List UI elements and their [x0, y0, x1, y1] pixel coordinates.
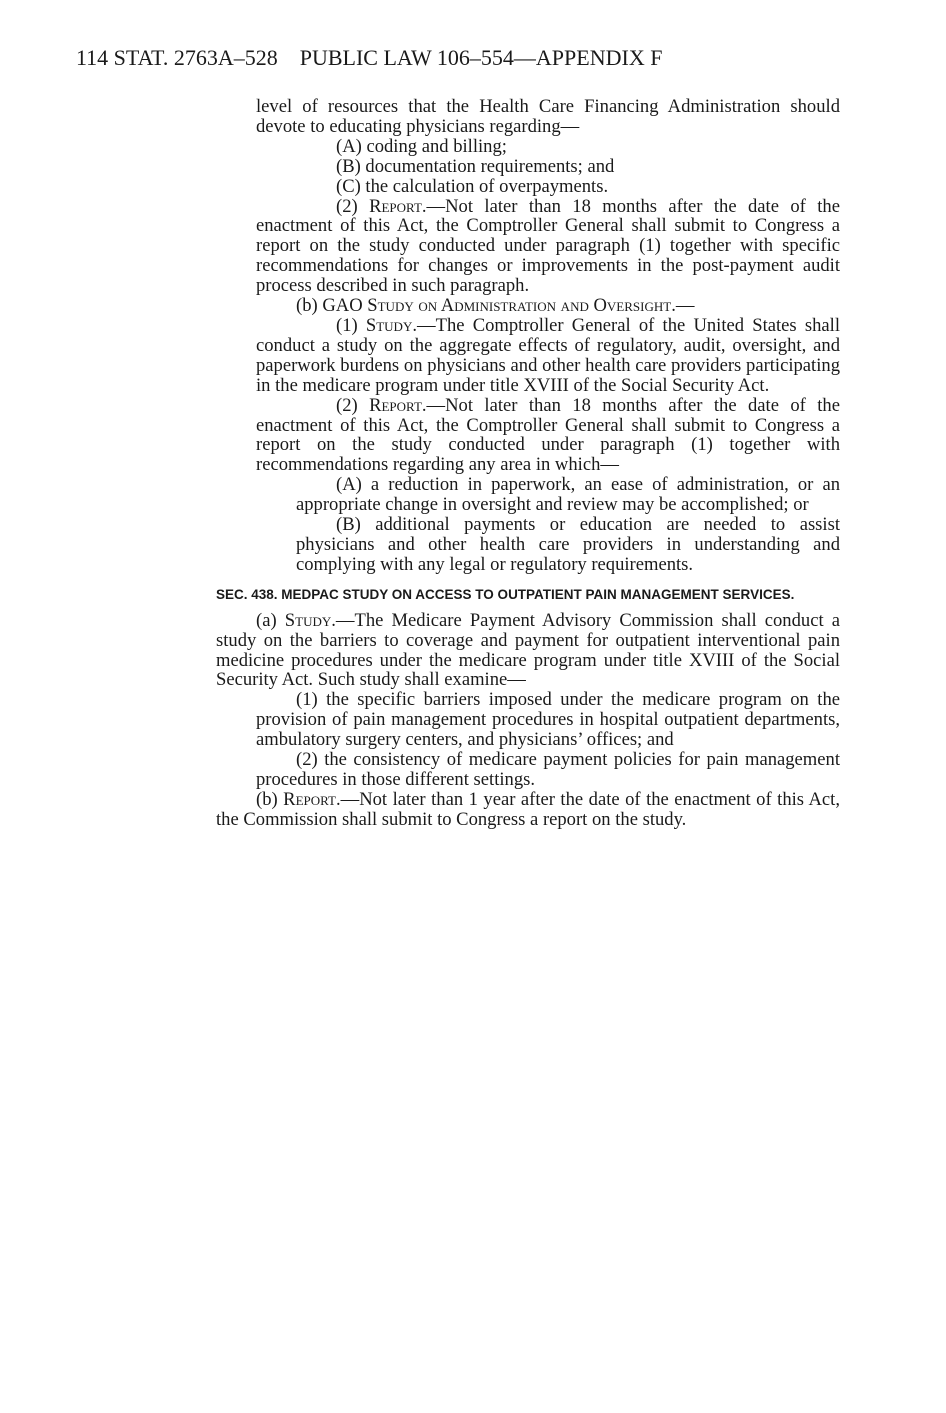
- paragraph-1-study: (1) Study.—The Comptroller General of the United States shall conduct a study on the aggregate effects of regulatory, audit, oversight, and paperwork burdens on physicians and other health care providers participating in the medicare program under title XVIII of the Social Security Act.: [256, 314, 840, 396]
- paragraph-1-barriers: (1) the specific barriers imposed under the medicare program on the provision of pain management procedures in hospital outpatient departments, ambulatory surgery centers, and physicians’ offices; and: [256, 689, 840, 751]
- page-header: [76, 45, 662, 71]
- subsection-b-gao-study: (b) GAO Study on Administration and Oversight.—: [296, 295, 695, 317]
- subsection-heading: GAO Study on Administration and Oversight: [322, 295, 672, 317]
- law-title: PUBLIC LAW 106–554—APPENDIX F: [299, 45, 663, 70]
- subsection-b-report: (b) Report.—Not later than 1 year after the date of the enactment of this Act, the Commission shall submit to Congress a report on the study.: [216, 788, 840, 830]
- stat-citation: 114 STAT. 2763A–528: [76, 45, 278, 70]
- section-438-heading: SEC. 438. MEDPAC STUDY ON ACCESS TO OUTPATIENT PAIN MANAGEMENT SERVICES.: [216, 586, 795, 602]
- paragraph-2-consistency: (2) the consistency of medicare payment policies for pain management procedures in those different settings.: [256, 749, 840, 790]
- subparagraph-a-reduction: (A) a reduction in paperwork, an ease of administration, or an appropriate change in oversight and review may be accomplished; or: [296, 474, 840, 516]
- list-item-a-coding: (A) coding and billing;: [336, 135, 507, 157]
- paragraph-2-report: (2) Report.—Not later than 18 months after the date of the enactment of this Act, the Comptroller General shall submit to Congress a report on the study conducted under paragraph (1) together with specific recommendations for changes or improvements in the post-payment audit process described in such paragraph.: [256, 195, 840, 297]
- list-item-c-overpayments: (C) the calculation of overpayments.: [336, 175, 609, 197]
- subsection-heading: Report: [283, 788, 336, 810]
- subparagraph-b-payments: (B) additional payments or education are needed to assist physicians and other health care providers in understanding and complying with any legal or regulatory requirements.: [296, 514, 840, 575]
- subsection-heading: Study: [284, 609, 332, 631]
- document-body: [216, 97, 840, 830]
- paragraph-heading: Study: [365, 314, 413, 336]
- subsection-a-study: (a) Study.—The Medicare Payment Advisory Commission shall conduct a study on the barriers to coverage and payment for outpatient interventional pain medicine procedures under the medicare program under title XVIII of the Social Security Act. Such study shall examine—: [216, 609, 841, 691]
- paragraph-heading: Report: [369, 394, 422, 416]
- list-item-b-documentation: (B) documentation requirements; and: [336, 155, 615, 177]
- paragraph-resources-continued: level of resources that the Health Care Financing Administration should devote to educating physicians regarding—: [256, 96, 840, 137]
- paragraph-heading: Report: [369, 195, 422, 217]
- paragraph-2-report-gao: (2) Report.—Not later than 18 months after the date of the enactment of this Act, the Comptroller General shall submit to Congress a report on the study conducted under paragraph (1) together with recommendations regarding any area in which—: [256, 394, 840, 476]
